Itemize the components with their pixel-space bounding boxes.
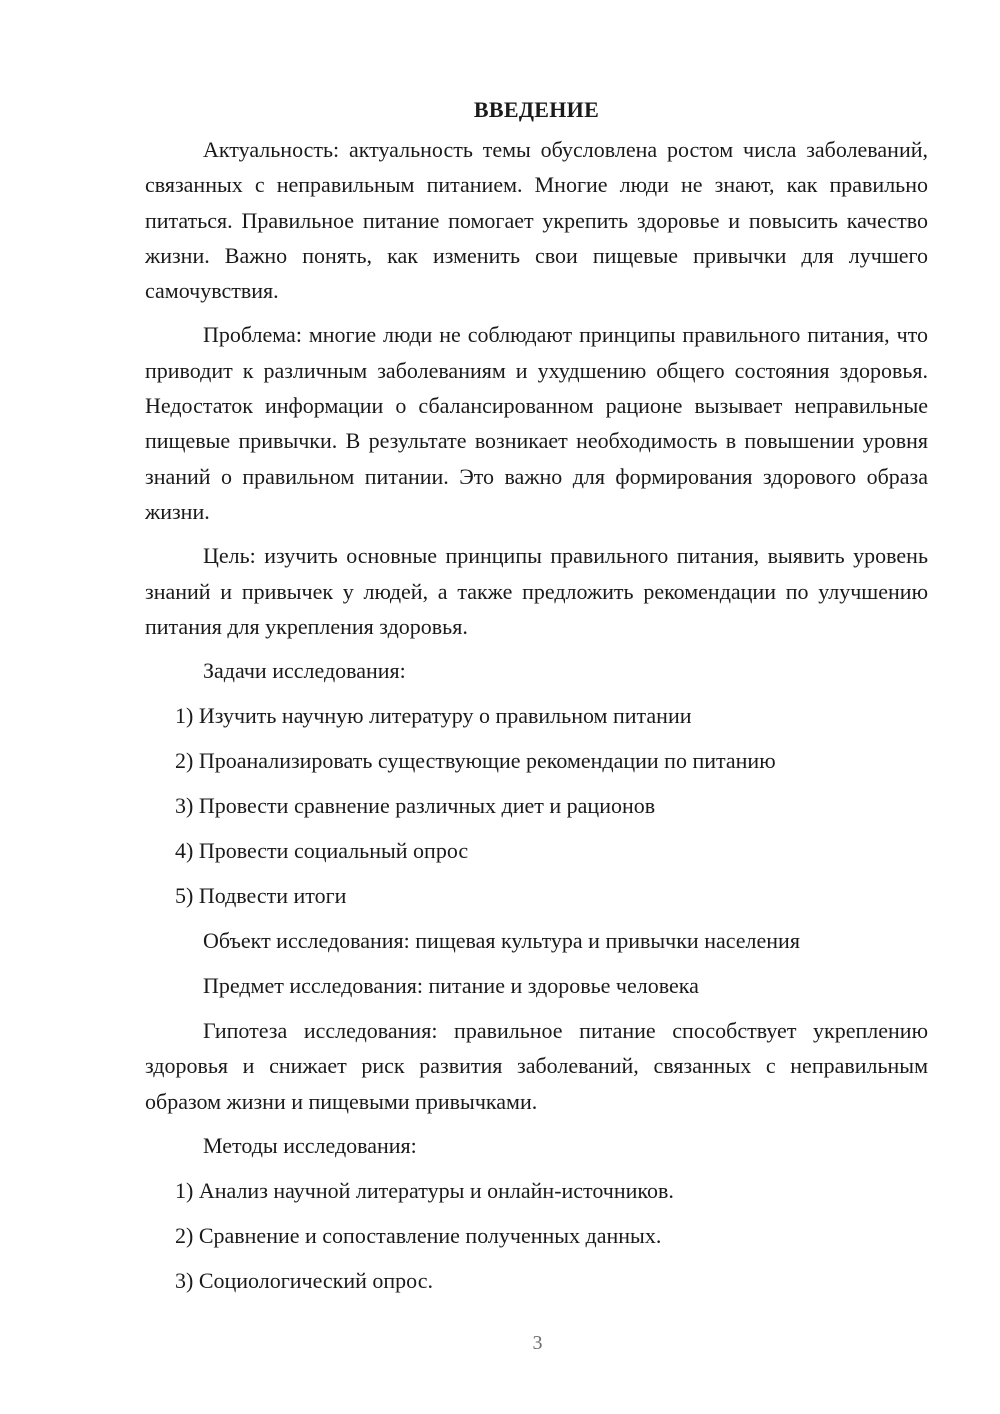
document-page (145, 92, 928, 1308)
page-number: 3 (532, 1332, 543, 1354)
methods-heading: Методы исследования: (203, 1133, 417, 1159)
page-title: ВВЕДЕНИЕ (473, 97, 600, 122)
method-item: 1) Анализ научной литературы и онлайн-источников. (175, 1178, 674, 1204)
task-item: 3) Провести сравнение различных диет и рационов (175, 793, 656, 819)
task-item: 1) Изучить научную литературу о правильном питании (175, 703, 692, 729)
task-item: 5) Подвести итоги (175, 883, 347, 909)
method-item: 2) Сравнение и сопоставление полученных данных. (175, 1223, 662, 1249)
research-subject: Предмет исследования: питание и здоровье человека (203, 973, 699, 999)
method-item: 3) Социологический опрос. (175, 1268, 433, 1294)
goal-paragraph: Цель: изучить основные принципы правильного питания, выявить уровень знаний и привычек у людей, а также предложить рекомендации по улучшению питания для укрепления здоровья. (145, 543, 928, 639)
tasks-heading: Задачи исследования: (203, 658, 406, 684)
task-item: 2) Проанализировать существующие рекомендации по питанию (175, 748, 776, 774)
research-object: Объект исследования: пищевая культура и привычки населения (203, 928, 800, 954)
problem-paragraph: Проблема: многие люди не соблюдают принципы правильного питания, что приводит к различным заболеваниям и ухудшению общего состояния здоровья. Недостаток информации о сбалансированном рационе вызывает неправильные пищевые привычки. В результате возникает необходимость в повышении уровня знаний о правильном питании. Это важно для формирования здорового образа жизни. (145, 322, 928, 524)
relevance-paragraph: Актуальность: актуальность темы обусловлена ростом числа заболеваний, связанных с неправильным питанием. Многие люди не знают, как правильно питаться. Правильное питание помогает укрепить здоровье и повысить качество жизни. Важно понять, как изменить свои пищевые привычки для лучшего самочувствия. (145, 137, 928, 304)
hypothesis-paragraph: Гипотеза исследования: правильное питание способствует укреплению здоровья и снижает риск развития заболеваний, связанных с неправильным образом жизни и пищевыми привычками. (145, 1018, 928, 1114)
task-item: 4) Провести социальный опрос (175, 838, 469, 864)
